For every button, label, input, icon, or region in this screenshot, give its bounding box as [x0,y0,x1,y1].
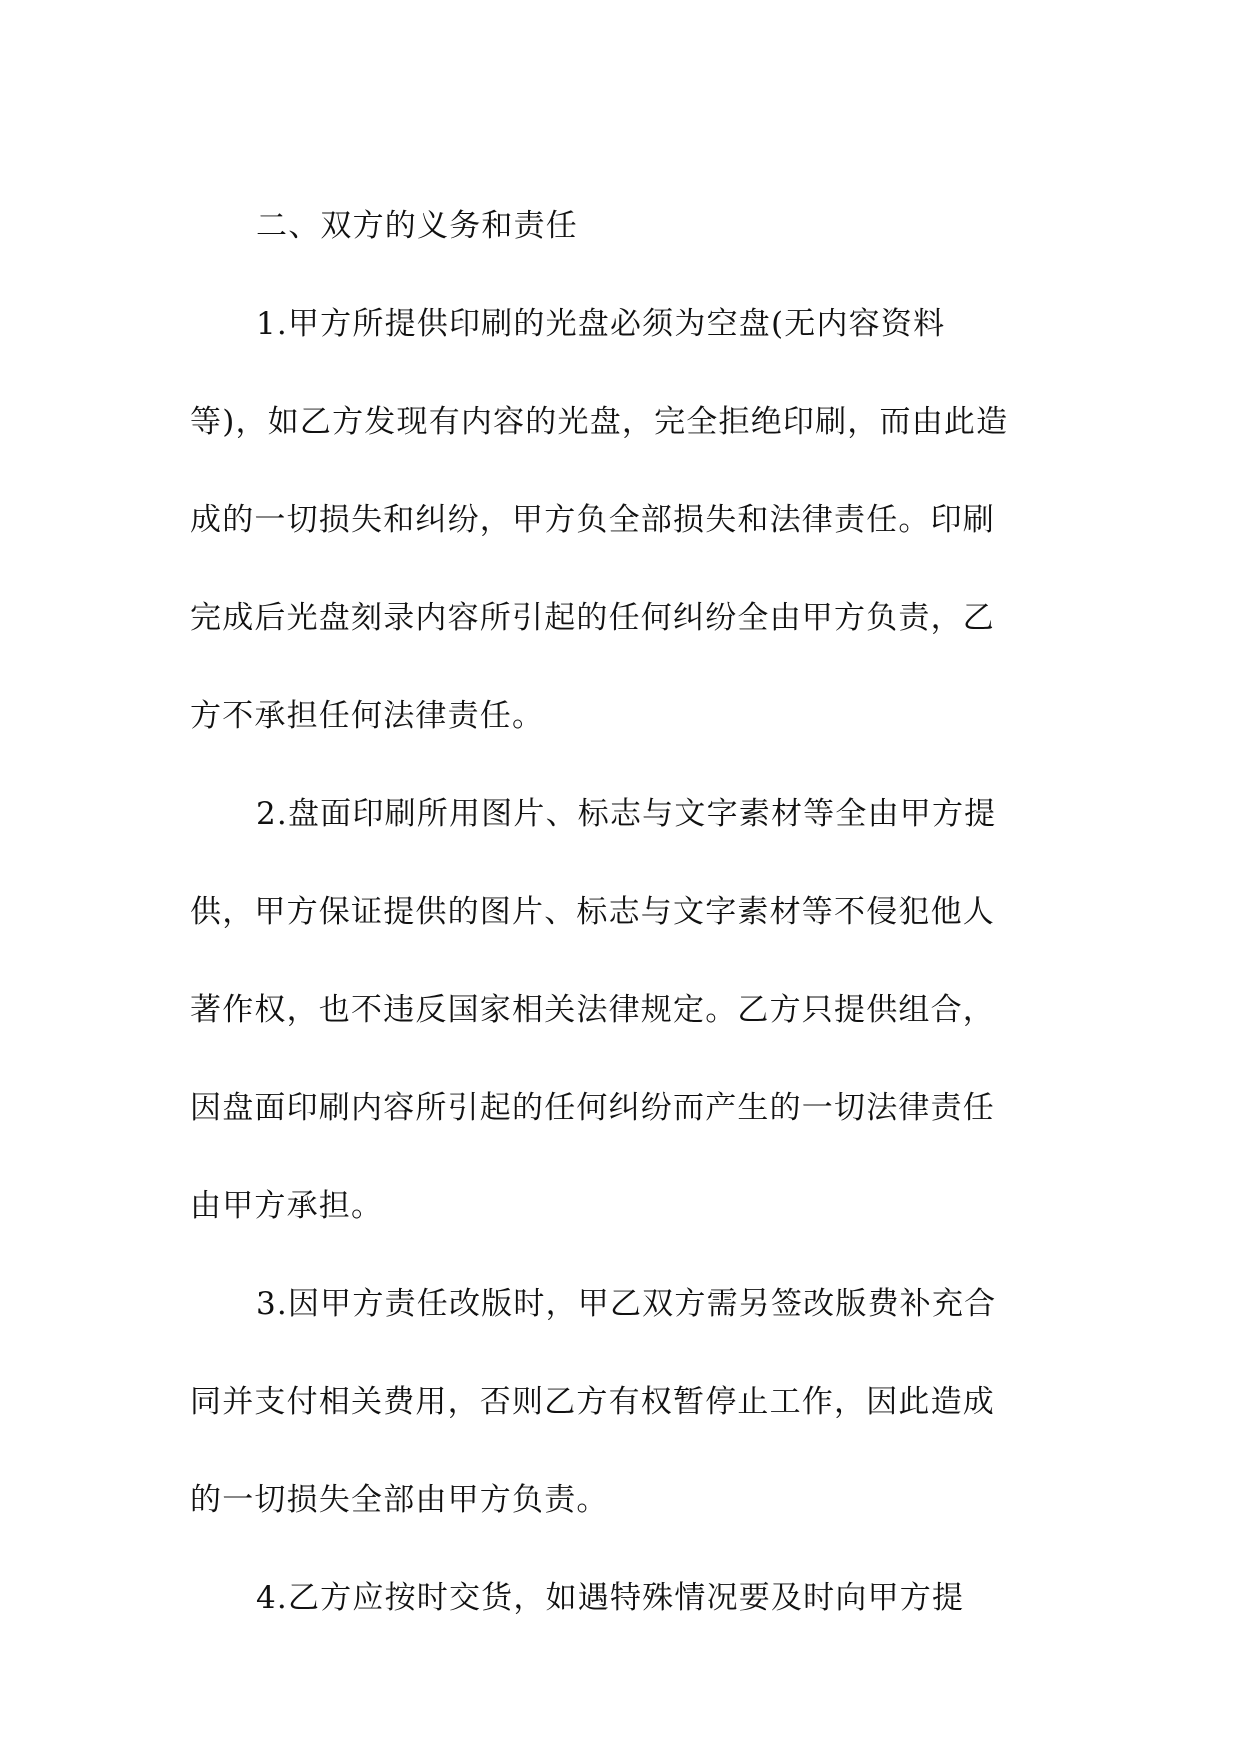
clause-2-line-2: 供，甲方保证提供的图片、标志与文字素材等不侵犯他人 [190,894,995,930]
clause-2-line-1: 2.盘面印刷所用图片、标志与文字素材等全由甲方提 [256,796,997,832]
section-heading: 二、双方的义务和责任 [256,208,578,244]
clause-3-line-2: 同并支付相关费用，否则乙方有权暂停止工作，因此造成 [190,1384,995,1420]
clause-2-line-3: 著作权，也不违反国家相关法律规定。乙方只提供组合， [190,992,995,1028]
clause-3-line-1: 3.因甲方责任改版时，甲乙双方需另签改版费补充合 [256,1286,997,1322]
clause-1-line-2: 等)，如乙方发现有内容的光盘，完全拒绝印刷，而由此造 [190,404,1009,440]
clause-4-line-1: 4.乙方应按时交货，如遇特殊情况要及时向甲方提 [256,1580,965,1616]
clause-2-line-5: 由甲方承担。 [190,1188,384,1224]
clause-1-line-5: 方不承担任何法律责任。 [190,698,545,734]
document-body [190,177,1040,1647]
clause-1-line-3: 成的一切损失和纠纷，甲方负全部损失和法律责任。印刷 [190,502,995,538]
clause-1-line-1: 1.甲方所提供印刷的光盘必须为空盘(无内容资料 [256,306,946,342]
clause-1-line-4: 完成后光盘刻录内容所引起的任何纠纷全由甲方负责，乙 [190,600,995,636]
clause-2-line-4: 因盘面印刷内容所引起的任何纠纷而产生的一切法律责任 [190,1090,995,1126]
clause-3-line-3: 的一切损失全部由甲方负责。 [190,1482,609,1518]
